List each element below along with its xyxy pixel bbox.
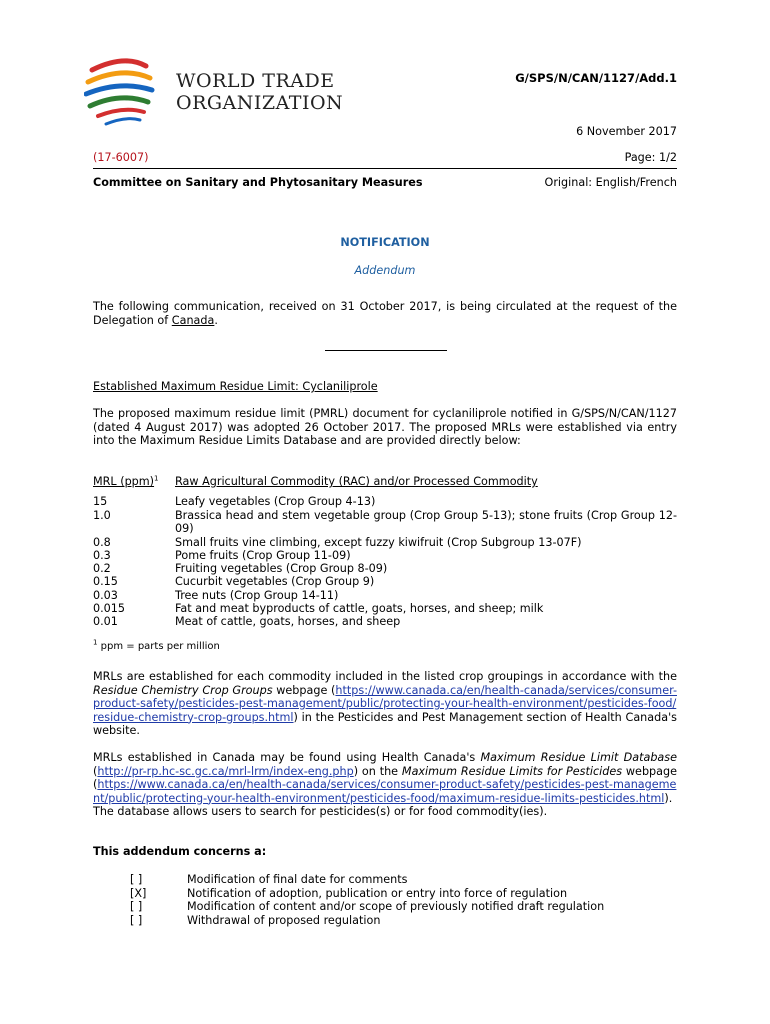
mrl-column-header-text: MRL (ppm): [93, 475, 155, 488]
crop-groups-title: Residue Chemistry Crop Groups: [93, 683, 273, 697]
mrl-database-link[interactable]: http://pr-rp.hc-sc.gc.ca/mrl-lrm/index-eng.php: [97, 764, 354, 778]
commodity-name: Pome fruits (Crop Group 11-09): [175, 549, 351, 562]
para3-text: webpage (: [93, 764, 677, 791]
mrl-value: 0.15: [93, 575, 118, 588]
footnote-ref: 1: [154, 474, 159, 483]
mrl-pesticides-link[interactable]: https://www.canada.ca/en/health-canada/services/consumer-product-safety/pesticides-pest-management/public/protecting-your-health-environment/pesticides-food/maximum-residue-limits-pesticides.html: [93, 778, 677, 805]
commodity-name: Tree nuts (Crop Group 14-11): [175, 589, 339, 602]
mrl-pesticides-title: Maximum Residue Limits for Pesticides: [401, 764, 623, 778]
intro-paragraph: [93, 300, 677, 327]
commodity-column-header: Raw Agricultural Commodity (RAC) and/or Processed Commodity: [175, 475, 538, 488]
concern-label: Notification of adoption, publication or entry into force of regulation: [187, 887, 568, 900]
concern-label: Modification of final date for comments: [187, 873, 408, 886]
section-body: The proposed maximum residue limit (PMRL) document for cyclaniliprole notified in G/SPS/N/CAN/1127 (dated 4 August 2017) was adopted 26 October 2017. The proposed MRLs were established via entry into the Maximum Residue Limits Database and are provided directly below:: [93, 407, 677, 447]
concerns-heading: This addendum concerns a:: [93, 845, 267, 858]
org-name: [176, 70, 343, 114]
commodity-name: Fruiting vegetables (Crop Group 8-09): [175, 562, 388, 575]
para2-text: ) in the Pesticides and Pest Management section of Health Canada's website.: [93, 710, 677, 737]
para3-text: (: [93, 764, 98, 778]
document-number: (17-6007): [93, 151, 149, 164]
mrl-value: 1.0: [93, 509, 111, 522]
commodity-name: Brassica head and stem vegetable group (Crop Group 5-13); stone fruits (Crop Group 12-09): [175, 509, 677, 536]
wto-emblem-icon: [84, 56, 164, 128]
org-name-line2: ORGANIZATION: [176, 92, 344, 114]
mrl-column-header: [93, 475, 175, 488]
section-heading: Established Maximum Residue Limit: Cyclaniliprole: [93, 380, 378, 393]
mrl-database-title: Maximum Residue Limit Database: [480, 751, 677, 764]
mrl-value: 0.2: [93, 562, 111, 575]
page-indicator: Page: 1/2: [624, 151, 677, 164]
para3-text: ) on the: [353, 764, 402, 778]
concern-checkbox: [ ]: [130, 873, 143, 886]
original-language: Original: English/French: [544, 176, 677, 189]
para3-text: MRLs established in Canada may be found using Health Canada's: [93, 751, 481, 764]
concern-checkbox: [ ]: [130, 900, 143, 913]
document-date: 6 November 2017: [576, 125, 677, 138]
concern-label: Withdrawal of proposed regulation: [187, 914, 381, 927]
committee-name: Committee on Sanitary and Phytosanitary Measures: [93, 176, 423, 189]
mrl-value: 0.8: [93, 536, 111, 549]
mrl-database-paragraph: [93, 751, 677, 819]
commodity-name: Leafy vegetables (Crop Group 4-13): [175, 495, 376, 508]
mrl-value: 0.015: [93, 602, 126, 615]
intro-country: Canada: [171, 313, 215, 327]
commodity-name: Cucurbit vegetables (Crop Group 9): [175, 575, 375, 588]
para3-text: ). The database allows users to search for pesticides(s) or for food commodity(ies).: [93, 791, 673, 818]
intro-text: The following communication, received on 31 October 2017, is being circulated at the request of the Delegation of: [93, 300, 677, 327]
notification-title: NOTIFICATION: [340, 236, 430, 249]
section-divider: [325, 350, 447, 351]
addendum-subtitle: Addendum: [354, 264, 416, 277]
crop-groups-paragraph: [93, 670, 677, 738]
concern-checkbox: [X]: [130, 887, 147, 900]
footnote-text: ppm = parts per million: [100, 641, 220, 652]
mrl-value: 0.03: [93, 589, 118, 602]
crop-groups-link[interactable]: https://www.canada.ca/en/health-canada/services/consumer-product-safety/pesticides-pest-management/public/protecting-your-health-environment/pesticides-food/residue-chemistry-crop-groups.html: [93, 683, 677, 724]
footnote: [93, 638, 220, 652]
para2-text: MRLs are established for each commodity included in the listed crop groupings in accordance with the: [93, 670, 677, 683]
mrl-value: 0.01: [93, 615, 118, 628]
footnote-number: 1: [93, 638, 98, 647]
commodity-name: Small fruits vine climbing, except fuzzy kiwifruit (Crop Subgroup 13-07F): [175, 536, 582, 549]
mrl-value: 15: [93, 495, 108, 508]
para2-text: webpage (: [272, 683, 336, 697]
concern-label: Modification of content and/or scope of previously notified draft regulation: [187, 900, 605, 913]
intro-text-end: .: [214, 313, 218, 327]
commodity-name: Meat of cattle, goats, horses, and sheep: [175, 615, 401, 628]
wto-logo: [84, 56, 354, 128]
header-divider: [93, 168, 677, 169]
concern-checkbox: [ ]: [130, 914, 143, 927]
document-symbol: G/SPS/N/CAN/1127/Add.1: [515, 71, 677, 85]
commodity-name: Fat and meat byproducts of cattle, goats, horses, and sheep; milk: [175, 602, 544, 615]
org-name-line1: WORLD TRADE: [176, 70, 335, 92]
mrl-value: 0.3: [93, 549, 111, 562]
